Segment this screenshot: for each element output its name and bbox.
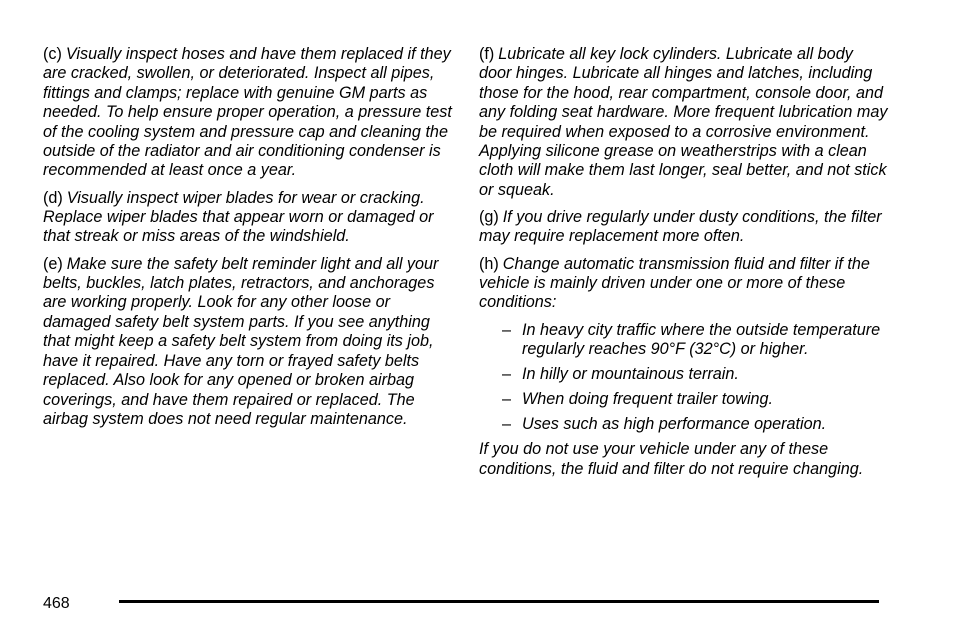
list-item-text: In heavy city traffic where the outside temperature regularly reaches 90°F (32°C) or higher. bbox=[522, 320, 881, 359]
item-letter: (g) bbox=[479, 208, 499, 227]
closing-note: If you do not use your vehicle under any of these conditions, the fluid and filter do not require changing. bbox=[479, 440, 864, 478]
maintenance-item-f bbox=[479, 45, 889, 200]
item-letter: (f) bbox=[479, 45, 495, 63]
dash-bullet: – bbox=[502, 320, 512, 339]
maintenance-item-e bbox=[43, 255, 455, 430]
left-column bbox=[43, 45, 455, 437]
list-item-text: When doing frequent trailer towing. bbox=[522, 389, 774, 408]
dash-bullet: – bbox=[502, 389, 512, 408]
list-item bbox=[479, 390, 889, 409]
item-text: Make sure the safety belt reminder light and all your belts, buckles, latch plates, retractors, and anchorages are working properly. Look for any other loose or damaged safety belt system parts. If you see anything that might keep a safety belt system from doing its job, have it repaired. Have any torn or frayed safety belts replaced. Also look for any opened or broken airbag coverings, and have them repaired or replaced. The airbag system does not need regular maintenance. bbox=[43, 254, 439, 428]
item-text: Visually inspect wiper blades for wear or cracking. Replace wiper blades that appear worn or damaged or that streak or miss areas of the windshield. bbox=[43, 188, 434, 246]
item-letter: (h) bbox=[479, 254, 499, 273]
item-text: Lubricate all key lock cylinders. Lubricate all body door hinges. Lubricate all hinges and latches, including those for the hood, rear compartment, console door, and any folding seat hardware. More frequent lubrication may be required when exposed to a corrosive environment. Applying silicone grease on weatherstrips with a clean cloth will make them last longer, seal better, and not stick or squeak. bbox=[479, 45, 888, 199]
item-letter: (d) bbox=[43, 188, 63, 207]
item-letter: (e) bbox=[43, 254, 63, 273]
dash-bullet: – bbox=[502, 364, 512, 383]
maintenance-item-g bbox=[479, 208, 889, 247]
maintenance-item-d bbox=[43, 189, 455, 247]
maintenance-item-c bbox=[43, 45, 455, 181]
conditions-list bbox=[479, 321, 889, 435]
list-item bbox=[479, 321, 889, 360]
list-item bbox=[479, 415, 889, 434]
item-letter: (c) bbox=[43, 45, 62, 63]
item-text: Change automatic transmission fluid and filter if the vehicle is mainly driven under one or more of these conditions: bbox=[479, 254, 870, 312]
list-item-text: Uses such as high performance operation. bbox=[522, 414, 827, 433]
dash-bullet: – bbox=[502, 414, 512, 433]
footer-divider bbox=[119, 600, 879, 603]
maintenance-item-h bbox=[479, 255, 889, 313]
list-item bbox=[479, 365, 889, 384]
right-column bbox=[479, 45, 889, 479]
page-number: 468 bbox=[43, 595, 70, 612]
list-item-text: In hilly or mountainous terrain. bbox=[522, 364, 739, 383]
item-text: If you drive regularly under dusty conditions, the filter may require replacement more often. bbox=[479, 208, 882, 246]
item-text: Visually inspect hoses and have them replaced if they are cracked, swollen, or deteriorated. Inspect all pipes, fittings and clamps; replace with genuine GM parts as needed. To help ensure proper operation, a pressure test of the cooling system and pressure cap and cleaning the outside of the radiator and air conditioning condenser is recommended at least once a year. bbox=[43, 45, 452, 180]
